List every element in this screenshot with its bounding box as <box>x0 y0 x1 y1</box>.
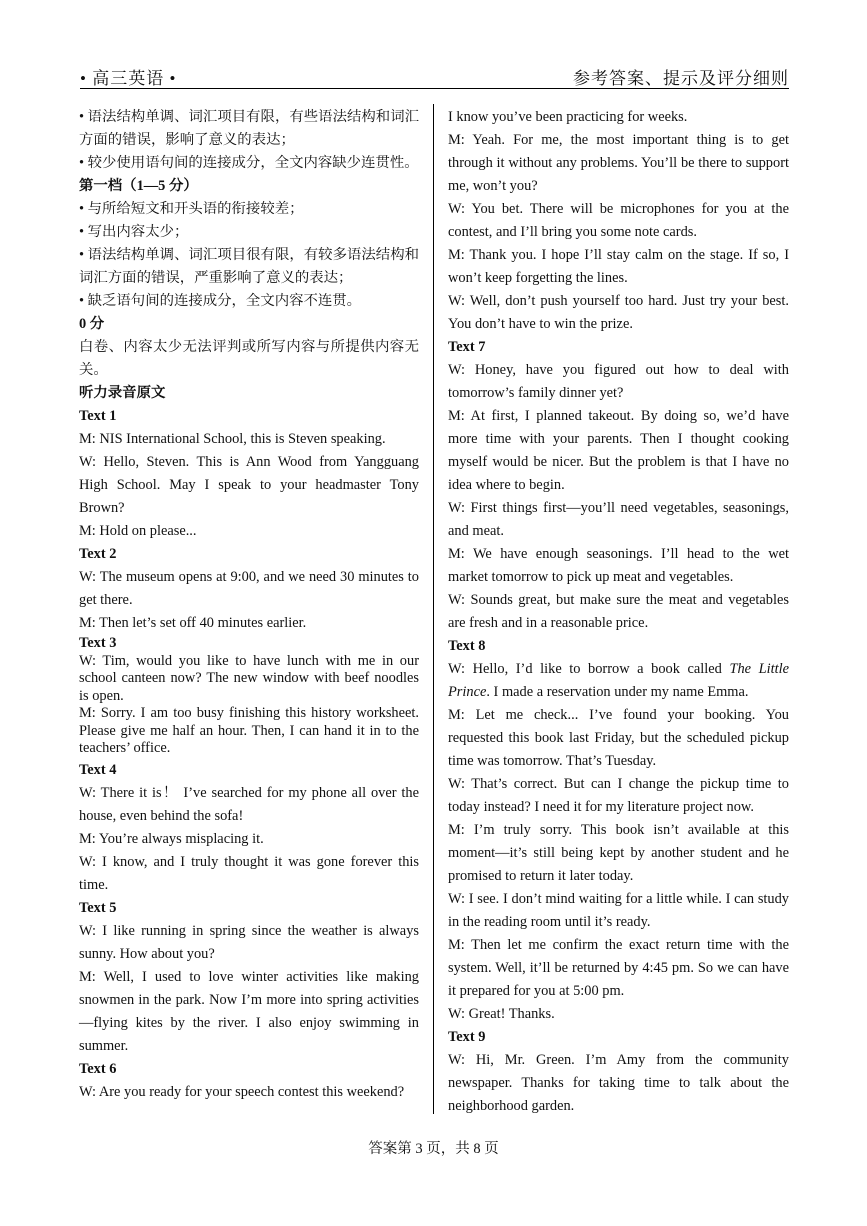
text2-line: M: Then let’s set off 40 minutes earlier. <box>79 615 307 631</box>
grade1-bullet-4: • 缺乏语句间的连接成分，全文内容不连贯。 <box>79 293 362 309</box>
text9-heading: Text 9 <box>448 1029 486 1045</box>
text6-line: M: Yeah. For me, the most important thing is to get through it without any problems. You’ll be there to support me, won’t you? <box>448 132 789 194</box>
book-title: The Little Prince <box>448 661 789 700</box>
text4-line: W: There it is！ I’ve searched for my phone all over the house, even behind the sofa! <box>79 784 419 824</box>
text3-heading: Text 3 <box>79 635 117 651</box>
text8-line: W: That’s correct. But can I change the pickup time to today instead? I need it for my literature project now. <box>448 776 789 815</box>
left-column <box>79 106 419 1104</box>
text6-line-cont: I know you’ve been practicing for weeks. <box>448 109 688 125</box>
grade1-bullet-3: • 语法结构单调、词汇项目很有限，有较多语法结构和词汇方面的错误，严重影响了意义的表达； <box>79 247 419 286</box>
text6-heading: Text 6 <box>79 1060 117 1077</box>
right-column <box>448 106 789 1118</box>
text7-line: W: Sounds great, but make sure the meat and vegetables are fresh and in a reasonable price. <box>448 592 789 631</box>
grade1-bullet-2: • 写出内容太少； <box>79 224 189 240</box>
text1-line: M: NIS International School, this is Steven speaking. <box>79 431 386 447</box>
text7-line: M: At first, I planned takeout. By doing so, we’d have more time with your parents. Then I thought cooking myself would be nicer. But the problem is that I have no idea where to begin. <box>448 408 789 493</box>
text8-line: M: I’m truly sorry. This book isn’t available at this moment—it’s still being kept by another student and he promised to return it later today. <box>448 822 789 884</box>
text6-line: M: Thank you. I hope I’ll stay calm on the stage. If so, I won’t keep forgetting the lines. <box>448 247 789 286</box>
text9-line: W: Hi, Mr. Green. I’m Amy from the community newspaper. Thanks for taking time to talk about the neighborhood garden. <box>448 1052 789 1114</box>
text3-line: W: Tim, would you like to have lunch with me in our school canteen now? The new window with beef noodles is open. <box>79 652 419 704</box>
text2-line: W: The museum opens at 9:00, and we need 30 minutes to get there. <box>79 569 419 608</box>
grade2-bullet-1: • 语法结构单调、词汇项目有限，有些语法结构和词汇方面的错误，影响了意义的表达； <box>79 109 419 148</box>
text3-line: M: Sorry. I am too busy finishing this history worksheet. Please give me half an hour. Then, I can hand it in to the teachers’ office. <box>79 705 419 756</box>
grade2-bullet-2: • 较少使用语句间的连接成分，全文内容缺少连贯性。 <box>79 155 419 171</box>
text8-heading: Text 8 <box>448 638 486 654</box>
text8-line: M: Then let me confirm the exact return time with the system. Well, it’ll be returned by 4:45 pm. So we can have it prepared for you at 5:00 pm. <box>448 937 789 999</box>
grade0-text: 白卷、内容太少无法评判或所写内容与所提供内容无关。 <box>79 339 419 378</box>
text6-line: W: You bet. There will be microphones for you at the contest, and I’ll bring you some note cards. <box>448 201 789 240</box>
listening-heading: 听力录音原文 <box>79 385 166 401</box>
text8-line: W: Great! Thanks. <box>448 1006 555 1022</box>
grade1-bullet-1: • 与所给短文和开头语的衔接较差； <box>79 201 304 217</box>
text5-heading: Text 5 <box>79 899 117 916</box>
text4-line: M: You’re always misplacing it. <box>79 830 264 847</box>
text5-line: M: Well, I used to love winter activities like making snowmen in the park. Now I’m more into spring activities—flying kites by the river. I also enjoy swimming in summer. <box>79 968 419 1054</box>
text4-line: W: I know, and I truly thought it was gone forever this time. <box>79 853 419 893</box>
text8-line: M: Let me check... I’ve found your booking. You requested this book last Friday, but the scheduled pickup time was tomorrow. That’s Tuesday. <box>448 707 789 769</box>
text4-heading: Text 4 <box>79 761 117 778</box>
text8-line <box>448 658 789 704</box>
text8-line: W: I see. I don’t mind waiting for a little while. I can study in the reading room until it’s ready. <box>448 891 789 930</box>
text8-line-part: W: Hello, I’d like to borrow a book called <box>448 661 730 677</box>
text7-line: M: We have enough seasonings. I’ll head to the wet market tomorrow to pick up meat and vegetables. <box>448 546 789 585</box>
column-divider <box>433 104 434 1114</box>
header-subject: • 高三英语 • <box>80 69 177 88</box>
text1-heading: Text 1 <box>79 408 117 424</box>
text8-line-part: . I made a reservation under my name Emma. <box>486 684 749 700</box>
text7-line: W: First things first—you’ll need vegetables, seasonings, and meat. <box>448 500 789 539</box>
text6-line: W: Are you ready for your speech contest this weekend? <box>79 1083 405 1100</box>
text6-line: W: Well, don’t push yourself too hard. Just try your best. You don’t have to win the prize. <box>448 293 789 332</box>
text7-heading: Text 7 <box>448 339 486 355</box>
text2-heading: Text 2 <box>79 546 117 562</box>
grade0-heading: 0 分 <box>79 316 105 332</box>
text7-line: W: Honey, have you figured out how to deal with tomorrow’s family dinner yet? <box>448 362 789 401</box>
text5-line: W: I like running in spring since the weather is always sunny. How about you? <box>79 922 419 962</box>
text1-line: W: Hello, Steven. This is Ann Wood from Yangguang High School. May I speak to your headmaster Tony Brown? <box>79 454 419 516</box>
grade1-heading: 第一档（1—5 分） <box>79 178 198 194</box>
header-title: 参考答案、提示及评分细则 <box>573 69 789 88</box>
page-footer: 答案第 3 页，共 8 页 <box>368 1141 499 1157</box>
header-rule <box>80 88 789 89</box>
text1-line: M: Hold on please... <box>79 523 197 539</box>
